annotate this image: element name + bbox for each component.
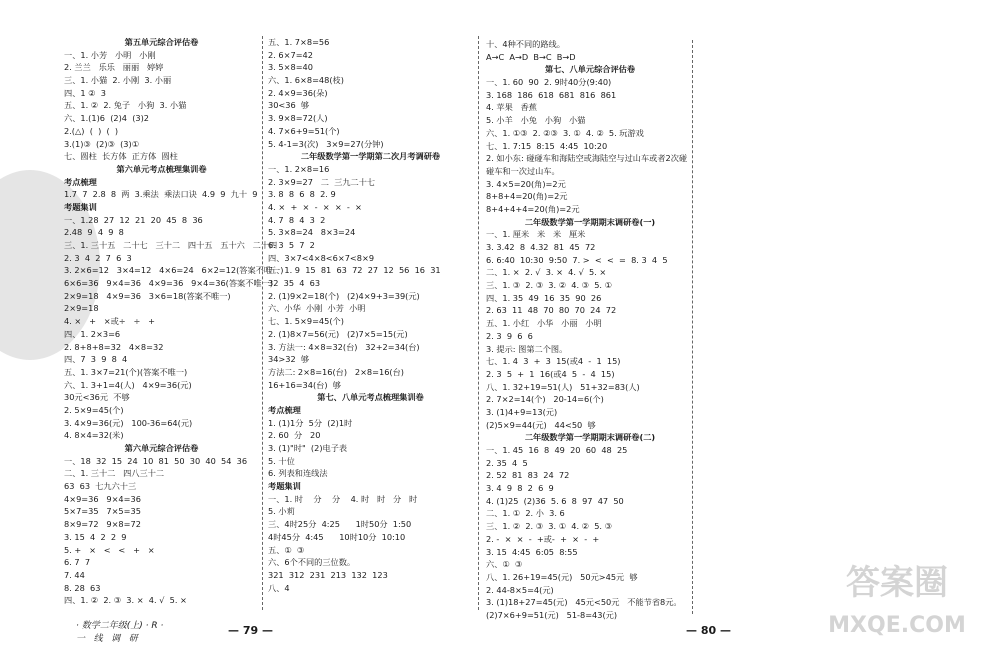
answer-line: 3. 方法一: 4×8=32(台) 32+2=34(台)	[268, 341, 420, 352]
answer-line: 6. 3 5 7 2	[268, 240, 315, 250]
answer-line: 3. 提示: 图第二个图。	[486, 343, 568, 354]
answer-line: 4×9=36 9×4=36	[64, 493, 141, 504]
answer-line: 5. 十位	[268, 455, 295, 466]
section-title: 第七、八单元考点梳理集训卷	[317, 392, 424, 403]
answer-line: 5. 3×8=24 8×3=24	[268, 227, 356, 238]
answer-line: 八、1. 32+19=51(人) 51+32=83(人)	[486, 381, 640, 392]
answer-line: 4时45分 4:45 10时10分 10:10	[268, 531, 406, 542]
answer-line: 3. 9×8=72(人)	[268, 113, 328, 124]
answer-line: 6. 6:40 10:30 9:50 7. > < < = 8. 3 4 5	[486, 254, 668, 265]
subsection-heading: 考题集训	[64, 201, 97, 212]
answer-line: 七、1. 5×9=45(个)	[268, 316, 344, 327]
watermark-logo	[822, 552, 972, 642]
page-number-left: — 79 —	[228, 624, 273, 637]
answer-line: 三、1. ② 2. ③ 3. ① 4. ② 5. ③	[486, 521, 612, 532]
answer-line: 四、1. ② 2. ③ 3. × 4. √ 5. ×	[64, 595, 187, 606]
answer-line: 十、4种不同的路线。	[486, 39, 565, 49]
answer-line: 3. 15 4:45 6:05 8:55	[486, 546, 578, 557]
answer-line: 2. 8+8+8=32 4×8=32	[64, 341, 164, 352]
footer-subject: · 数学二年级(上) · R ·	[76, 621, 164, 631]
answer-line: 一、1. 60 90 2. 9时40分(9:40)	[486, 77, 612, 88]
answer-line: 2. 63 11 48 70 80 70 24 72	[486, 305, 617, 316]
answer-line: 五、1. 7×8=56	[268, 37, 330, 47]
answer-line: 3. (1)"时" (2)电子表	[268, 443, 348, 453]
answer-line: 四、1. 35 49 16 35 90 26	[486, 292, 602, 303]
answer-line: 一、1. 时 分 分 4. 时 时 分 时	[268, 493, 418, 504]
section-title: 第六单元考点梳理集训卷	[116, 163, 207, 174]
answer-line: 3. 168 186 618 681 816 861	[486, 89, 617, 100]
answer-line: 16+16=34(台) 够	[268, 379, 341, 390]
answer-line: 2. 3 5 + 1 16(或4 5 - 4 15)	[486, 368, 615, 379]
answer-line: 2. (1)8×7=56(元) (2)7×5=15(元)	[268, 328, 408, 339]
answer-line: 34>32 够	[268, 354, 310, 365]
answer-line: 一、1. 2×8=16	[268, 163, 330, 174]
answer-line: 八、1. 26+19=45(元) 50元>45元 够	[486, 571, 638, 582]
answer-line: 2. 3 9 6 6	[486, 330, 533, 341]
answer-line: 三、1. 三十五 二十七 三十二 四十五 五十六 二十四	[64, 240, 278, 250]
answer-line: 五、1. ② 2. 兔子 小狗 3. 小猫	[64, 100, 187, 111]
answer-line: 七、1. 4 3 + 3 15(或4 - 1 15)	[486, 356, 621, 367]
answer-line: 8+4+4+4=20(角)=2元	[486, 203, 580, 214]
answer-line: 5. + × < < + ×	[64, 544, 155, 555]
answer-line: 五、① ③	[268, 544, 305, 555]
answer-line: 一、1. 45 16 8 49 20 60 48 25	[486, 445, 628, 455]
answer-line: A→C A→D B→C B→D	[486, 51, 576, 62]
answer-line: 8+8+4=20(角)=2元	[486, 191, 568, 202]
answer-line: 8×9=72 9×8=72	[64, 519, 141, 530]
answer-line: 七、圆柱 长方体 正方体 圆柱	[64, 151, 178, 162]
answer-line: 2. 4×9=36(朵)	[268, 87, 328, 98]
answer-line: 2. 3×9=27 二 三九二十七	[268, 176, 376, 187]
section-title: 二年级数学第一学期第二次月考调研卷	[300, 151, 441, 162]
watermark-url: MXQE.COM	[828, 613, 966, 638]
footer-series: 一 线 调 研	[76, 634, 138, 644]
answer-line: 2. 60 分 20	[268, 430, 321, 441]
subsection-heading: 考题集训	[268, 481, 301, 492]
answer-line: 二、1. ① 2. 小 3. 6	[486, 508, 565, 519]
answer-line: 2. 兰兰 乐乐 丽丽 婷婷	[64, 62, 164, 73]
column-divider	[262, 36, 263, 610]
answer-line: 一、18 32 15 24 10 81 50 30 40 54 36	[64, 455, 248, 466]
column-divider	[478, 36, 479, 610]
section-title: 第六单元综合评估卷	[124, 443, 199, 453]
answer-line: 一、1.28 27 12 21 20 45 8 36	[64, 214, 203, 225]
answer-line: 三、1. 小猫 2. 小刚 3. 小丽	[64, 75, 172, 86]
answer-line: 2×9=18 4×9=36 3×6=18(答案不唯一)	[64, 290, 231, 301]
answer-line: 2. 5×9=45(个)	[64, 404, 124, 415]
answer-line: 30<36 够	[268, 100, 310, 111]
answer-line: 六、① ③	[486, 559, 523, 570]
answer-line: 2. (1)9×2=18(个) (2)4×9+3=39(元)	[268, 290, 420, 301]
subsection-heading: 考点梳理	[268, 404, 301, 415]
answer-line: 4. (1)25 (2)36 5. 6 8 97 47 50	[486, 495, 624, 506]
answer-line: 3.(1)③ (2)③ (3)①	[64, 138, 140, 149]
answer-line: 八、4	[268, 582, 290, 593]
answer-line: 2. 如小东: 碰碰车和海陆空或海陆空与过山车或者2次碰	[486, 153, 688, 164]
answer-line: 2. - × × - +或- + × - +	[486, 533, 600, 544]
page-number-right: — 80 —	[686, 624, 731, 637]
answer-line: 3. 3.42 8 4.32 81 45 72	[486, 242, 596, 252]
answer-line: 321 312 231 213 132 123	[268, 569, 388, 580]
answer-line: 3. (1)4+9=13(元)	[486, 406, 558, 417]
answer-line: 2.(△) ( ) ( )	[64, 125, 119, 136]
answer-line: 6. 列表和连线法	[268, 468, 328, 479]
answer-line: 碰车和一次过山车。	[486, 165, 560, 176]
answer-line: 六、1.(1)6 (2)4 (3)2	[64, 113, 150, 124]
answer-line: 2×9=18	[64, 303, 99, 314]
answer-line: 二、1. 三十二 四八三十二	[64, 468, 165, 479]
answer-line: 3. 5×8=40	[268, 62, 313, 73]
watermark-text: 答案圈	[846, 563, 948, 603]
answer-line: 五、1. 小红 小华 小丽 小明	[486, 318, 602, 329]
answer-line: 2. 7×2=14(个) 20-14=6(个)	[486, 394, 604, 405]
answer-line: 4. 8×4=32(米)	[64, 430, 124, 441]
section-title: 二年级数学第一学期期末调研卷(二)	[524, 432, 656, 443]
answer-line: (2)5×9=44(元) 44<50 够	[486, 419, 596, 430]
answer-line: 三、4时25分 4:25 1时50分 1:50	[268, 519, 412, 530]
answer-line: 3. 2×6=12 3×4=12 4×6=24 6×2=12(答案不唯一)	[64, 265, 284, 276]
answer-line: 2. 3 4 2 7 6 3	[64, 252, 132, 263]
answer-line: 四、3×7<4×8<6×7<8×9	[268, 252, 375, 263]
page-footer	[76, 620, 163, 646]
answer-line: 63 63 七九六十三	[64, 481, 137, 492]
answer-line: 30元<36元 不够	[64, 392, 130, 403]
answer-line: 六、1. 6×8=48(枝)	[268, 75, 344, 86]
answer-line: 六、6个不同的三位数。	[268, 557, 356, 568]
answers-column-3	[486, 38, 694, 622]
answer-line: 六、1. 3+1=4(人) 4×9=36(元)	[64, 379, 192, 390]
answer-line: 5×7=35 7×5=35	[64, 506, 141, 517]
section-title: 第七、八单元综合评估卷	[544, 64, 636, 75]
answer-line: 5. 小羊 小兔 小狗 小猫	[486, 115, 586, 126]
answer-line: 四、7 3 9 8 4	[64, 354, 128, 365]
answer-line: 3. 4×9=36(元) 100-36=64(元)	[64, 417, 193, 428]
answer-line: 四、1. 2×3=6	[64, 328, 121, 339]
answer-line: 5. 4-1=3(次) 3×9=27(分钟)	[268, 138, 384, 149]
answer-line: 7. 44	[64, 569, 85, 580]
answer-line: 8. 28 63	[64, 582, 101, 593]
answer-line: 1. (1)1分 5分 (2)1时	[268, 417, 353, 428]
answer-line: 方法二: 2×8=16(台) 2×8=16(台)	[268, 366, 404, 377]
answer-line: 4. 7 8 4 3 2	[268, 214, 326, 225]
section-title: 二年级数学第一学期期末调研卷(一)	[524, 216, 656, 227]
answer-line: 6×6=36 9×4=36 4×9=36 9×4=36(答案不唯一)	[64, 278, 273, 289]
answer-line: 三、1. ③ 2. ③ 3. ② 4. ③ 5. ①	[486, 280, 612, 291]
answer-line: 3. (1)18+27=45(元) 45元<50元 不能节省8元。	[486, 597, 682, 608]
answer-line: 一、1. 厘米 米 米 厘米	[486, 229, 586, 240]
answer-line: 4. 7×6+9=51(个)	[268, 125, 340, 136]
column-divider	[692, 40, 693, 614]
answer-line: 七、1. 7:15 8:15 4:45 10:20	[486, 140, 608, 151]
answer-line: 1.7 7 2.8 8 两 3.乘法 乘法口诀 4.9 9 九十 9	[64, 189, 258, 200]
answer-line: 五、1. 3×7=21(个)(答案不唯一)	[64, 366, 188, 377]
answer-line: 32 35 4 63	[268, 278, 321, 289]
answer-line: 2.48 9 4 9 8	[64, 227, 124, 238]
answer-line: 2. 6×7=42	[268, 49, 313, 60]
answer-line: 5. 小莉	[268, 506, 295, 517]
answer-line: 4. 苹果 香蕉	[486, 102, 537, 113]
answers-column-2	[268, 36, 473, 594]
answer-line: 一、1. 小芳 小明 小刚	[64, 49, 156, 60]
section-title: 第五单元综合评估卷	[124, 37, 199, 47]
answer-line: 4. × + ×或÷ ÷ +	[64, 316, 155, 327]
answer-line: 4. × + × - × × - ×	[268, 201, 362, 212]
answer-line: (2)7×6+9=51(元) 51-8=43(元)	[486, 609, 618, 620]
subsection-heading: 考点梳理	[64, 176, 97, 187]
answer-line: 2. 52 81 83 24 72	[486, 470, 570, 481]
answer-line: 6. 7 7	[64, 557, 91, 568]
answer-line: 2. 35 4 5	[486, 457, 528, 468]
answer-line: 3. 8 8 6 8 2. 9	[268, 189, 336, 200]
answer-line: 2. 44-8×5=4(元)	[486, 584, 554, 595]
answer-line: 3. 4 9 8 2 6 9	[486, 483, 554, 494]
answer-line: 四、1 ② 3	[64, 87, 106, 98]
answer-line: 3. 4×5=20(角)=2元	[486, 178, 566, 189]
answer-line: 六、小华 小刚 小芳 小明	[268, 303, 366, 314]
answer-line: 六、1. ①③ 2. ②③ 3. ① 4. ② 5. 玩游戏	[486, 127, 644, 138]
answer-line: 五、1. 9 15 81 63 72 27 12 56 16 31	[268, 265, 441, 276]
answer-line: 3. 15 4 2 2 9	[64, 531, 127, 542]
answer-line: 二、1. × 2. √ 3. × 4. √ 5. ×	[486, 267, 607, 278]
